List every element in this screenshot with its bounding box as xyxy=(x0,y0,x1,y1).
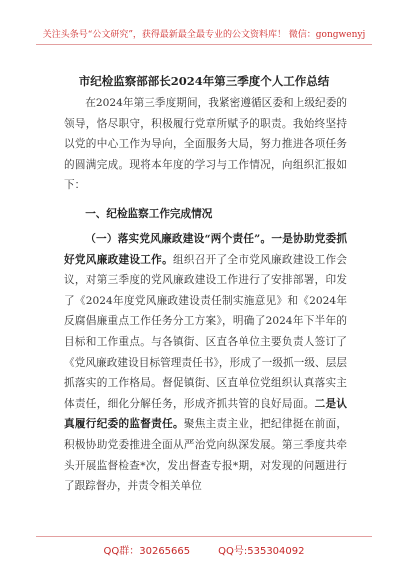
body-paragraph xyxy=(64,229,347,497)
paragraph-text-a: 组织召开了全市党风廉政建设工作会议，对第三季度的党风廉政建设工作进行了安排部署，印发了《2024年度党风廉政建设责任制实施意见》和《2024年反腐倡廉重点工作任务分工方案》，明确了2024年下半年的目标和工作重点。与各镇街、区直各单位主要负责人签订了《党风廉政建设目标管理责任书》，形成了一级抓一级、层层抓落实的工作格局。督促镇街、区直单位党组织认真落实主体责任，细化分解任务，形成齐抓共管的良好局面。 xyxy=(64,253,348,410)
section-heading: 一、纪检监察工作完成情况 xyxy=(85,207,213,220)
bold-lead-a: （一）落实党风廉政建设“两个责任”。一是协助党委抓好党风廉政建设工作。 xyxy=(64,232,347,266)
document-title: 市纪检监察部部长2024年第三季度个人工作总结 xyxy=(78,74,330,88)
bold-lead-b: 二是认真履行纪委的监督责任。 xyxy=(64,397,348,431)
contact-footer xyxy=(0,542,408,557)
paragraph-text-b: 聚焦主责主业，把纪律挺在前面，积极协助党委推进全面从严治党向纵深发展。第三季度共牵头开展监督检查*次，发出督查专报*期，对发现的问题进行了跟踪督办，并责令相关单位 xyxy=(64,418,347,493)
document-body xyxy=(64,93,347,497)
promo-banner: 关注头条号“公文研究”，获得最新最全最专业的公文资料库！ 微信：gongwenyj xyxy=(42,30,366,40)
qq-number: QQ号:535304092 xyxy=(218,546,305,557)
header-divider xyxy=(36,44,372,45)
qq-group: QQ群：30265665 xyxy=(103,546,191,557)
footer-divider xyxy=(36,536,372,537)
intro-paragraph: 在2024年第三季度期间，我紧密遵循区委和上级纪委的领导，恪尽职守，积极履行党章所赋予的职责。我始终坚持以党的中心工作为导向，全面服务大局，努力推进各项任务的圆满完成。现将本年度的学习与工作情况，向组织汇报如下： xyxy=(64,97,347,192)
